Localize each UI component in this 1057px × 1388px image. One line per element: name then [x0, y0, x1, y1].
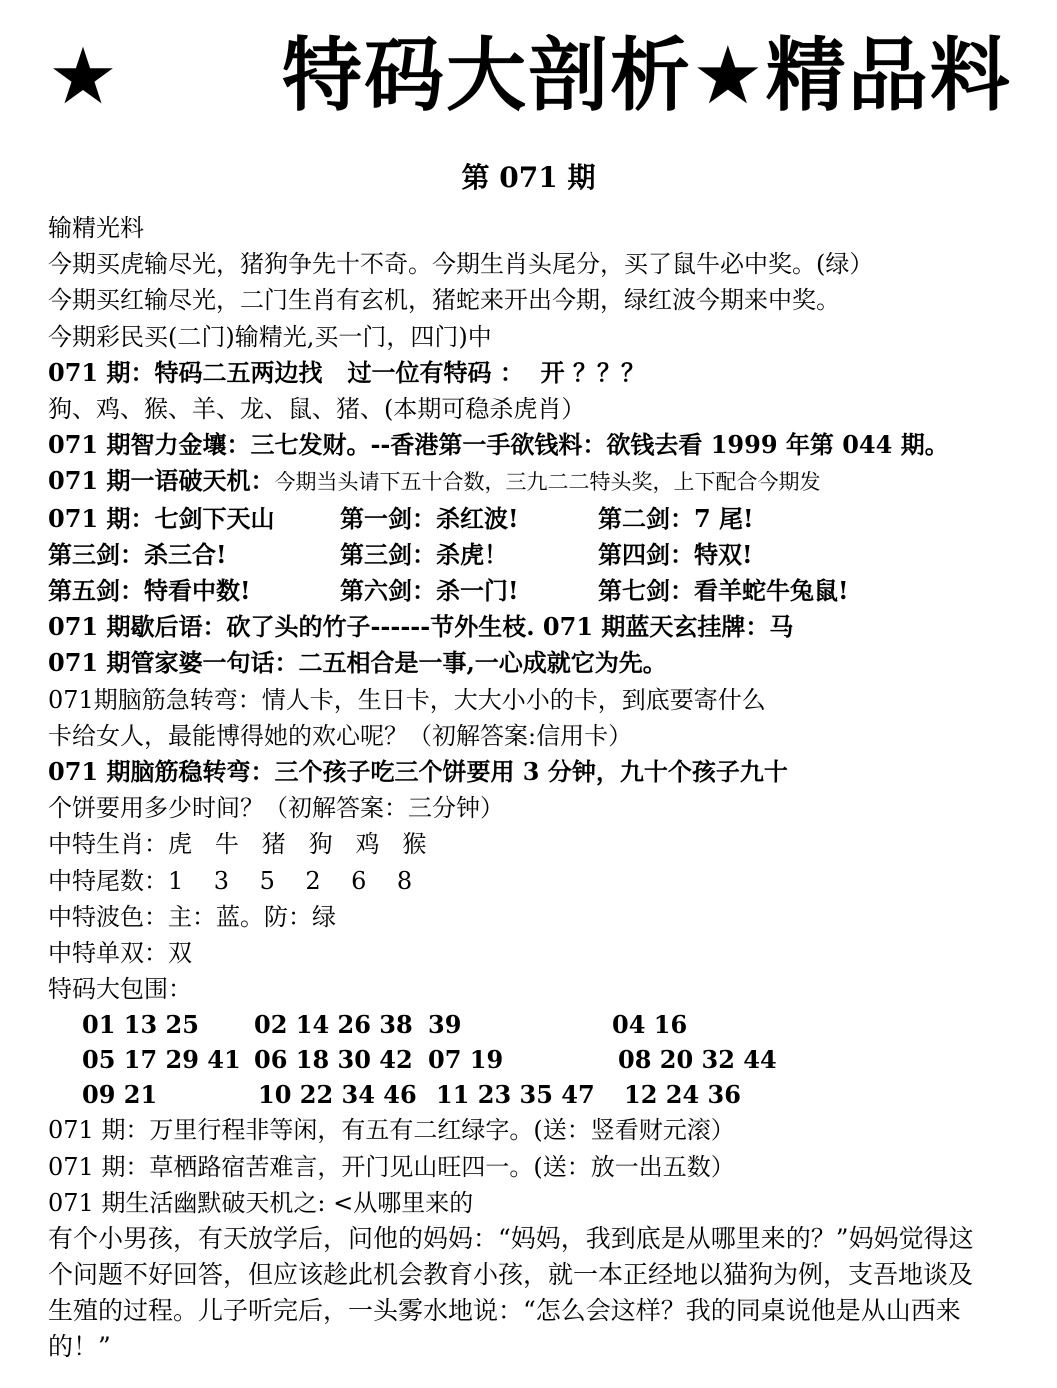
line-t3: 071 期生活幽默破天机之: <从哪里来的 — [48, 1188, 474, 1217]
line-s14: 071期脑筋急转弯：情人卡，生日卡，大大小小的卡，到底要寄什么 — [48, 685, 766, 714]
number-row — [48, 1077, 1028, 1112]
line-s13: 071 期管家婆一句话：二五相合是一事,一心成就它为先。 — [48, 648, 667, 678]
number-group: 11 23 35 47 — [436, 1080, 595, 1110]
header — [0, 28, 1057, 128]
s10-col1: 第三剑：杀三合! — [48, 539, 227, 569]
line-s16: 071 期脑筋稳转弯：三个孩子吃三个饼要用 3 分钟，九十个孩子九十 — [48, 757, 788, 787]
line-s18: 中特生肖：虎 牛 猪 狗 鸡 猴 — [48, 830, 427, 859]
line-s6: 狗、鸡、猴、羊、龙、鼠、猪、(本期可稳杀虎肖） — [48, 395, 586, 424]
s11-col3: 第七剑：看羊蛇牛兔鼠! — [598, 576, 849, 606]
banner-title: 特码大剖析★精品料 — [282, 29, 1012, 122]
s10-col3: 第四剑：特双! — [598, 539, 753, 569]
s8-text: 今期当头请下五十合数，三九二二特头奖，上下配合今期发 — [274, 470, 821, 495]
s9-col1: 071 期：七剑下天山 — [48, 503, 275, 533]
s9-col2: 第一剑：杀红波! — [340, 503, 519, 533]
number-group: 10 22 34 46 — [258, 1080, 417, 1110]
line-s19: 中特尾数：1 3 5 2 6 8 — [48, 866, 413, 895]
line-s5: 071 期：特码二五两边找 过一位有特码 ： 开 ？？？ — [48, 357, 645, 387]
star-icon: ★ — [48, 32, 118, 122]
line-s15: 卡给女人，最能博得她的欢心呢？（初解答案:信用卡） — [48, 721, 633, 750]
number-group: 09 21 — [82, 1080, 158, 1110]
line-t1: 071 期：万里行程非等闲，有五有二红绿字。(送：竖看财元滚） — [48, 1116, 735, 1145]
line-s11 — [48, 573, 1028, 609]
line-s3: 今期买红输尽光，二门生肖有玄机，猪蛇来开出今期，绿红波今期来中奖。 — [48, 286, 840, 315]
number-group: 05 17 29 41 — [82, 1045, 241, 1075]
number-row — [48, 1007, 1028, 1042]
line-t2: 071 期：草栖路宿苦难言，开门见山旺四一。(送：放一出五数） — [48, 1152, 735, 1181]
s11-col1: 第五剑：特看中数! — [48, 576, 251, 606]
line-s1: 输精光料 — [48, 214, 144, 242]
line-s20: 中特波色：主：蓝。防：绿 — [48, 902, 336, 931]
line-s21: 中特单双：双 — [48, 939, 192, 968]
line-s7: 071 期智力金壤：三七发财。--香港第一手欲钱料：欲钱去看 1999 年第 044 期。 — [48, 430, 949, 460]
line-s10 — [48, 537, 1028, 573]
line-s17: 个饼要用多少时间？（初解答案：三分钟） — [48, 794, 504, 823]
number-group: 06 18 30 42 — [254, 1045, 413, 1075]
number-group: 12 24 36 — [624, 1080, 741, 1110]
s8-label: 071 期一语破天机： — [48, 466, 275, 496]
line-s22: 特码大包围： — [48, 975, 192, 1004]
s9-col3: 第二剑：7 尾! — [598, 503, 754, 533]
story-paragraph: 有个小男孩，有天放学后，问他的妈妈：“妈妈，我到底是从哪里来的？”妈妈觉得这个问题不好回答，但应该趁此机会教育小孩，就一本正经地以猫狗为例，支吾地谈及生殖的过程。儿子听完后，一头雾水地说：“怎么会这样？我的同桌说他是从山西来的！” — [48, 1224, 974, 1362]
number-group: 02 14 26 38 — [254, 1010, 413, 1040]
issue-title: 第 071 期 — [461, 161, 596, 194]
number-group: 04 16 — [612, 1010, 688, 1040]
line-s8 — [48, 463, 1028, 500]
main-content — [48, 210, 1028, 1365]
line-s9 — [48, 501, 1028, 537]
line-s4: 今期彩民买(二门)输精光,买一门，四门)中 — [48, 322, 492, 351]
number-group: 39 — [428, 1010, 462, 1040]
number-group: 01 13 25 — [82, 1010, 199, 1040]
s11-col2: 第六剑：杀一门! — [340, 576, 519, 606]
number-group: 07 19 — [428, 1045, 504, 1075]
line-s12: 071 期歇后语：砍了头的竹子------节外生枝. 071 期蓝天玄挂牌：马 — [48, 612, 794, 642]
line-s2: 今期买虎输尽光，猪狗争先十不奇。今期生肖头尾分，买了鼠牛必中奖。(绿） — [48, 250, 874, 279]
number-row — [48, 1042, 1028, 1077]
number-grid — [48, 1007, 1028, 1112]
s10-col2: 第三剑：杀虎！ — [340, 539, 508, 569]
number-group: 08 20 32 44 — [618, 1045, 777, 1075]
